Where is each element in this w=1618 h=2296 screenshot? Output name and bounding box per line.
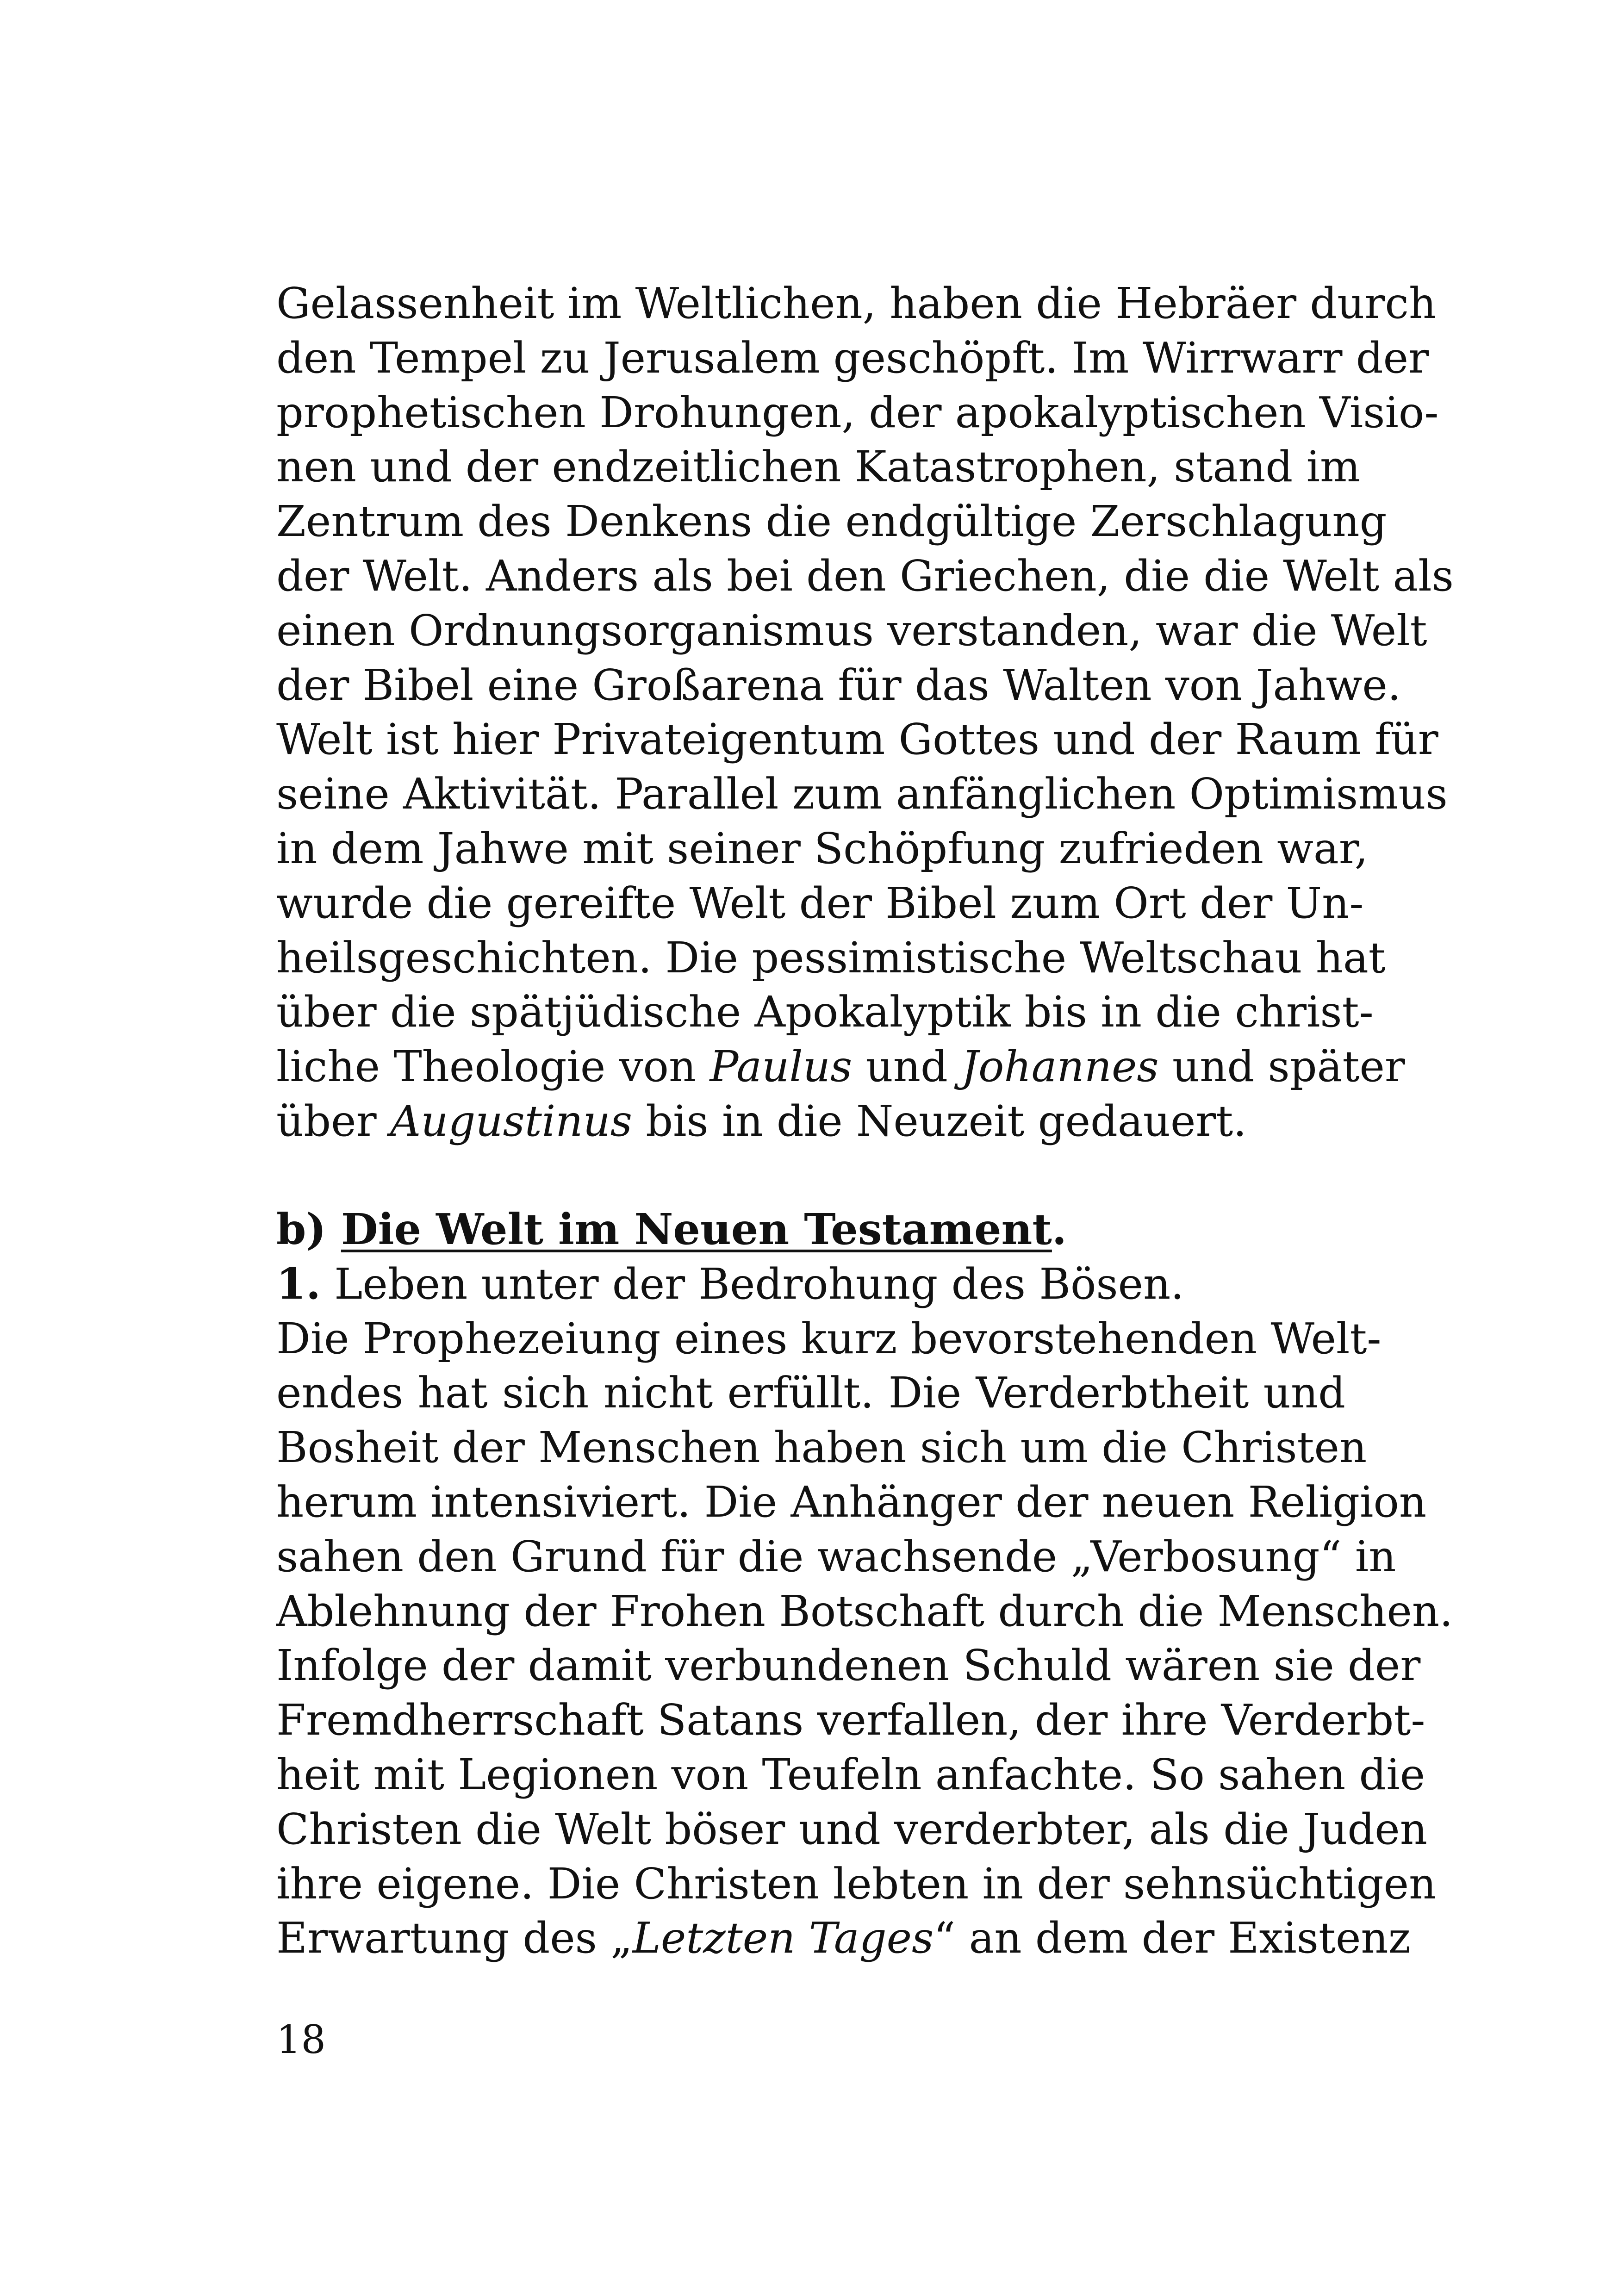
quoted-term: Letzten Tages — [632, 1913, 934, 1963]
text-line: in dem Jahwe mit seiner Schöpfung zufrieden war, — [276, 823, 1368, 873]
text-line: Infolge der damit verbundenen Schuld wären sie der — [276, 1641, 1421, 1691]
text-segment: Erwartung des „ — [276, 1913, 633, 1963]
text-line: Fremdherrschaft Satans verfallen, der ihre Verderbt- — [276, 1695, 1425, 1745]
text-line: Bosheit der Menschen haben sich um die Christen — [276, 1423, 1367, 1473]
text-line-with-names — [276, 1039, 1405, 1094]
page-number: 18 — [276, 2017, 326, 2062]
heading-prefix: b) — [276, 1204, 341, 1254]
text-line: heit mit Legionen von Teufeln anfachte. So sahen die — [276, 1749, 1425, 1799]
text-line: Ablehnung der Frohen Botschaft durch die Menschen. — [276, 1586, 1453, 1636]
text-segment: “ an dem der Existenz — [933, 1913, 1411, 1963]
text-line: Christen die Welt böser und verderbter, als die Juden — [276, 1804, 1427, 1854]
section-b — [276, 1202, 1453, 1966]
text-segment: liche Theologie von — [276, 1042, 710, 1092]
text-line: seine Aktivität. Parallel zum anfänglichen Optimismus — [276, 769, 1448, 819]
name-augustinus: Augustinus — [390, 1096, 632, 1146]
text-line: endes hat sich nicht erfüllt. Die Verderbtheit und — [276, 1368, 1345, 1418]
text-line: Zentrum des Denkens die endgültige Zerschlagung — [276, 497, 1387, 547]
text-line: Die Prophezeiung eines kurz bevorstehenden Welt- — [276, 1313, 1382, 1363]
heading-suffix: . — [1052, 1204, 1067, 1254]
text-line: Welt ist hier Privateigentum Gottes und der Raum für — [276, 715, 1438, 765]
text-line: Gelassenheit im Weltlichen, haben die Hebräer durch — [276, 279, 1437, 328]
text-segment: über — [276, 1096, 390, 1146]
text-line: einen Ordnungsorganismus verstanden, war die Welt — [276, 605, 1427, 655]
text-line: über die spätjüdische Apokalyptik bis in die christ- — [276, 987, 1374, 1037]
text-line: prophetischen Drohungen, der apokalyptischen Visio- — [276, 387, 1439, 437]
text-line: ihre eigene. Die Christen lebten in der sehnsüchtigen — [276, 1859, 1437, 1909]
subheading-text: Leben unter der Bedrohung des Bösen. — [321, 1259, 1184, 1309]
text-line: der Bibel eine Großarena für das Walten von Jahwe. — [276, 660, 1401, 710]
section-heading — [276, 1202, 1345, 1257]
subheading — [276, 1257, 1345, 1312]
text-line-with-names — [276, 1094, 1345, 1149]
text-line: der Welt. Anders als bei den Griechen, die die Welt als — [276, 551, 1454, 601]
text-segment: und — [852, 1042, 962, 1092]
text-segment: bis in die Neuzeit gedauert. — [632, 1096, 1247, 1146]
text-line-with-quote — [276, 1911, 1411, 1966]
text-line: sahen den Grund für die wachsende „Verbosung“ in — [276, 1531, 1396, 1581]
text-segment: und später — [1158, 1042, 1405, 1092]
text-line: herum intensiviert. Die Anhänger der neuen Religion — [276, 1477, 1427, 1527]
text-line: heilsgeschichten. Die pessimistische Weltschau hat — [276, 933, 1386, 983]
text-line: nen und der endzeitlichen Katastrophen, stand im — [276, 442, 1361, 492]
heading-title: Die Welt im Neuen Testament — [341, 1204, 1052, 1254]
body-paragraph-1 — [276, 276, 1454, 1149]
text-line: wurde die gereifte Welt der Bibel zum Ort der Un- — [276, 878, 1364, 928]
name-johannes: Johannes — [961, 1042, 1159, 1092]
text-line: den Tempel zu Jerusalem geschöpft. Im Wirrwarr der — [276, 333, 1429, 383]
subheading-number: 1. — [276, 1258, 321, 1309]
name-paulus: Paulus — [709, 1042, 853, 1092]
